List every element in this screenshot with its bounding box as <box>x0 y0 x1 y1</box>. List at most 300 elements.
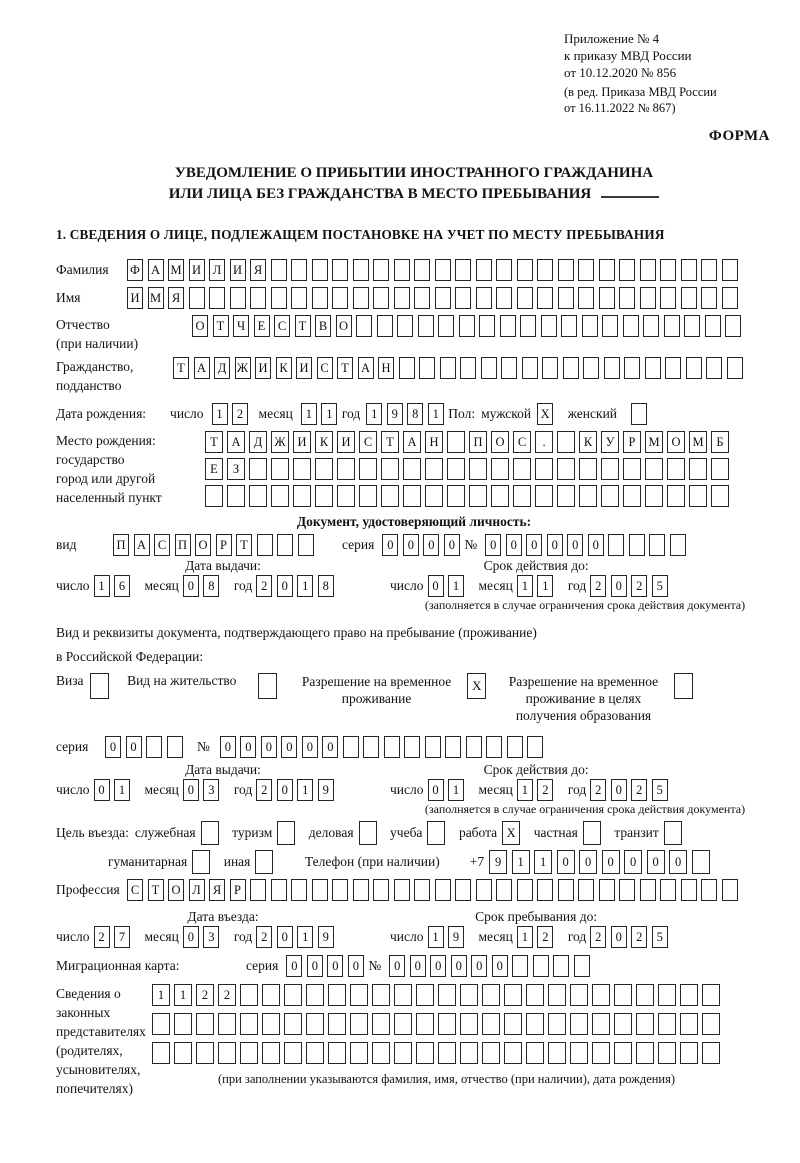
char-cell[interactable] <box>350 1042 368 1064</box>
char-cell[interactable] <box>689 485 707 507</box>
char-cell[interactable]: 0 <box>430 955 446 977</box>
char-cell[interactable] <box>381 485 399 507</box>
char-cell[interactable] <box>636 1042 654 1064</box>
char-cell[interactable] <box>501 357 517 379</box>
char-cell[interactable]: 0 <box>220 736 236 758</box>
char-cell[interactable] <box>438 984 456 1006</box>
char-cell[interactable] <box>526 984 544 1006</box>
char-cell[interactable] <box>522 357 538 379</box>
char-cell[interactable]: В <box>315 315 331 337</box>
char-cell[interactable]: 0 <box>183 575 199 597</box>
char-cell[interactable] <box>262 1042 280 1064</box>
char-cell[interactable]: 1 <box>114 779 130 801</box>
char-cell[interactable]: 0 <box>277 926 293 948</box>
char-cell[interactable]: Т <box>236 534 252 556</box>
char-cell[interactable] <box>189 287 205 309</box>
char-cell[interactable] <box>90 673 109 699</box>
char-cell[interactable]: 0 <box>611 779 627 801</box>
char-cell[interactable]: Д <box>214 357 230 379</box>
char-cell[interactable]: 0 <box>579 850 597 874</box>
char-cell[interactable] <box>419 357 435 379</box>
char-cell[interactable] <box>664 315 680 337</box>
char-cell[interactable] <box>284 1042 302 1064</box>
char-cell[interactable] <box>702 984 720 1006</box>
char-cell[interactable]: 2 <box>590 575 606 597</box>
char-cell[interactable] <box>435 259 451 281</box>
char-cell[interactable] <box>384 736 400 758</box>
char-cell[interactable] <box>440 357 456 379</box>
char-cell[interactable]: Я <box>209 879 225 901</box>
char-cell[interactable] <box>711 485 729 507</box>
char-cell[interactable] <box>363 736 379 758</box>
char-cell[interactable]: 8 <box>203 575 219 597</box>
char-cell[interactable]: Т <box>213 315 229 337</box>
char-cell[interactable]: 0 <box>126 736 142 758</box>
char-cell[interactable]: Л <box>209 259 225 281</box>
char-cell[interactable] <box>328 984 346 1006</box>
char-cell[interactable]: С <box>359 431 377 453</box>
char-cell[interactable]: 0 <box>471 955 487 977</box>
char-cell[interactable] <box>455 259 471 281</box>
char-cell[interactable] <box>561 315 577 337</box>
char-cell[interactable] <box>623 485 641 507</box>
char-cell[interactable]: 2 <box>256 926 272 948</box>
char-cell[interactable]: 0 <box>327 955 343 977</box>
char-cell[interactable] <box>353 287 369 309</box>
char-cell[interactable]: 8 <box>407 403 423 425</box>
char-cell[interactable]: 0 <box>588 534 604 556</box>
char-cell[interactable]: 1 <box>366 403 382 425</box>
char-cell[interactable]: Т <box>205 431 223 453</box>
char-cell[interactable] <box>579 458 597 480</box>
char-cell[interactable]: 2 <box>218 984 236 1006</box>
char-cell[interactable] <box>614 1042 632 1064</box>
char-cell[interactable] <box>624 357 640 379</box>
char-cell[interactable] <box>447 485 465 507</box>
char-cell[interactable]: А <box>194 357 210 379</box>
char-cell[interactable] <box>689 458 707 480</box>
char-cell[interactable] <box>674 673 693 699</box>
char-cell[interactable] <box>435 287 451 309</box>
char-cell[interactable] <box>692 850 710 874</box>
char-cell[interactable]: X <box>537 403 553 425</box>
char-cell[interactable] <box>438 1013 456 1035</box>
char-cell[interactable] <box>533 955 549 977</box>
char-cell[interactable]: 0 <box>611 575 627 597</box>
char-cell[interactable] <box>599 879 615 901</box>
char-cell[interactable] <box>271 259 287 281</box>
char-cell[interactable]: 0 <box>307 955 323 977</box>
char-cell[interactable] <box>665 357 681 379</box>
char-cell[interactable] <box>201 821 219 845</box>
char-cell[interactable] <box>513 458 531 480</box>
char-cell[interactable] <box>240 1042 258 1064</box>
char-cell[interactable] <box>578 879 594 901</box>
char-cell[interactable]: К <box>579 431 597 453</box>
char-cell[interactable] <box>517 259 533 281</box>
char-cell[interactable] <box>579 485 597 507</box>
char-cell[interactable]: Т <box>173 357 189 379</box>
char-cell[interactable] <box>350 1013 368 1035</box>
char-cell[interactable] <box>670 534 686 556</box>
char-cell[interactable] <box>425 485 443 507</box>
char-cell[interactable] <box>469 458 487 480</box>
char-cell[interactable]: Е <box>205 458 223 480</box>
char-cell[interactable] <box>196 1013 214 1035</box>
char-cell[interactable]: Ч <box>233 315 249 337</box>
char-cell[interactable] <box>381 458 399 480</box>
char-cell[interactable]: 0 <box>428 779 444 801</box>
char-cell[interactable] <box>377 315 393 337</box>
char-cell[interactable]: И <box>337 431 355 453</box>
char-cell[interactable]: 2 <box>590 779 606 801</box>
char-cell[interactable]: 0 <box>348 955 364 977</box>
char-cell[interactable] <box>353 879 369 901</box>
char-cell[interactable]: 0 <box>277 779 293 801</box>
char-cell[interactable] <box>353 259 369 281</box>
char-cell[interactable]: 2 <box>537 779 553 801</box>
char-cell[interactable]: О <box>491 431 509 453</box>
char-cell[interactable] <box>306 1042 324 1064</box>
char-cell[interactable] <box>466 736 482 758</box>
char-cell[interactable] <box>277 534 293 556</box>
char-cell[interactable] <box>476 259 492 281</box>
char-cell[interactable] <box>660 259 676 281</box>
char-cell[interactable] <box>447 431 465 453</box>
char-cell[interactable] <box>372 984 390 1006</box>
char-cell[interactable] <box>614 1013 632 1035</box>
char-cell[interactable] <box>350 984 368 1006</box>
char-cell[interactable] <box>397 315 413 337</box>
char-cell[interactable] <box>445 736 461 758</box>
char-cell[interactable] <box>196 1042 214 1064</box>
char-cell[interactable] <box>570 984 588 1006</box>
char-cell[interactable]: Л <box>189 879 205 901</box>
char-cell[interactable]: 1 <box>297 779 313 801</box>
char-cell[interactable] <box>271 287 287 309</box>
char-cell[interactable]: 0 <box>506 534 522 556</box>
char-cell[interactable]: Т <box>295 315 311 337</box>
char-cell[interactable]: А <box>358 357 374 379</box>
char-cell[interactable] <box>570 1042 588 1064</box>
char-cell[interactable] <box>629 534 645 556</box>
char-cell[interactable]: С <box>513 431 531 453</box>
char-cell[interactable]: 0 <box>261 736 277 758</box>
char-cell[interactable] <box>541 315 557 337</box>
char-cell[interactable]: 2 <box>232 403 248 425</box>
char-cell[interactable]: М <box>148 287 164 309</box>
char-cell[interactable] <box>582 315 598 337</box>
char-cell[interactable] <box>574 955 590 977</box>
char-cell[interactable] <box>328 1013 346 1035</box>
char-cell[interactable] <box>548 1042 566 1064</box>
char-cell[interactable] <box>255 850 273 874</box>
char-cell[interactable] <box>482 1042 500 1064</box>
char-cell[interactable]: Я <box>168 287 184 309</box>
char-cell[interactable] <box>356 315 372 337</box>
char-cell[interactable] <box>250 287 266 309</box>
char-cell[interactable] <box>504 984 522 1006</box>
char-cell[interactable] <box>557 431 575 453</box>
char-cell[interactable] <box>722 287 738 309</box>
char-cell[interactable]: 1 <box>517 926 533 948</box>
char-cell[interactable]: 9 <box>489 850 507 874</box>
char-cell[interactable] <box>227 485 245 507</box>
char-cell[interactable] <box>291 259 307 281</box>
char-cell[interactable]: П <box>113 534 129 556</box>
char-cell[interactable] <box>482 984 500 1006</box>
char-cell[interactable] <box>640 879 656 901</box>
char-cell[interactable]: 2 <box>256 575 272 597</box>
char-cell[interactable] <box>174 1042 192 1064</box>
char-cell[interactable]: 0 <box>277 575 293 597</box>
char-cell[interactable] <box>306 984 324 1006</box>
char-cell[interactable] <box>496 287 512 309</box>
char-cell[interactable] <box>293 458 311 480</box>
char-cell[interactable] <box>343 736 359 758</box>
char-cell[interactable] <box>230 287 246 309</box>
char-cell[interactable]: 3 <box>203 926 219 948</box>
char-cell[interactable] <box>658 984 676 1006</box>
char-cell[interactable] <box>645 485 663 507</box>
char-cell[interactable] <box>435 879 451 901</box>
char-cell[interactable]: 0 <box>389 955 405 977</box>
char-cell[interactable]: С <box>154 534 170 556</box>
char-cell[interactable]: 2 <box>631 575 647 597</box>
char-cell[interactable] <box>418 315 434 337</box>
char-cell[interactable]: С <box>127 879 143 901</box>
char-cell[interactable] <box>507 736 523 758</box>
char-cell[interactable] <box>504 1042 522 1064</box>
char-cell[interactable]: 0 <box>547 534 563 556</box>
char-cell[interactable]: 2 <box>590 926 606 948</box>
char-cell[interactable]: А <box>403 431 421 453</box>
char-cell[interactable] <box>240 1013 258 1035</box>
char-cell[interactable]: И <box>255 357 271 379</box>
char-cell[interactable]: Т <box>148 879 164 901</box>
char-cell[interactable] <box>548 1013 566 1035</box>
char-cell[interactable] <box>152 1013 170 1035</box>
char-cell[interactable] <box>592 1042 610 1064</box>
char-cell[interactable] <box>664 821 682 845</box>
char-cell[interactable] <box>660 287 676 309</box>
char-cell[interactable]: О <box>336 315 352 337</box>
char-cell[interactable] <box>558 879 574 901</box>
char-cell[interactable]: 0 <box>286 955 302 977</box>
char-cell[interactable] <box>271 458 289 480</box>
char-cell[interactable] <box>459 315 475 337</box>
char-cell[interactable] <box>578 287 594 309</box>
char-cell[interactable] <box>705 315 721 337</box>
char-cell[interactable] <box>631 403 647 425</box>
char-cell[interactable] <box>332 879 348 901</box>
char-cell[interactable] <box>262 984 280 1006</box>
char-cell[interactable] <box>645 458 663 480</box>
char-cell[interactable]: Д <box>249 431 267 453</box>
char-cell[interactable]: 1 <box>512 850 530 874</box>
char-cell[interactable] <box>218 1013 236 1035</box>
char-cell[interactable] <box>602 315 618 337</box>
char-cell[interactable] <box>504 1013 522 1035</box>
char-cell[interactable]: К <box>315 431 333 453</box>
char-cell[interactable]: П <box>469 431 487 453</box>
char-cell[interactable] <box>701 879 717 901</box>
char-cell[interactable] <box>500 315 516 337</box>
char-cell[interactable] <box>460 357 476 379</box>
char-cell[interactable] <box>548 984 566 1006</box>
char-cell[interactable]: 1 <box>428 926 444 948</box>
char-cell[interactable]: 7 <box>114 926 130 948</box>
char-cell[interactable] <box>416 1013 434 1035</box>
char-cell[interactable] <box>619 259 635 281</box>
char-cell[interactable] <box>262 1013 280 1035</box>
char-cell[interactable]: 3 <box>203 779 219 801</box>
char-cell[interactable] <box>636 984 654 1006</box>
char-cell[interactable]: Б <box>711 431 729 453</box>
char-cell[interactable] <box>526 1042 544 1064</box>
char-cell[interactable] <box>373 879 389 901</box>
char-cell[interactable] <box>312 259 328 281</box>
char-cell[interactable] <box>249 458 267 480</box>
char-cell[interactable]: 0 <box>302 736 318 758</box>
char-cell[interactable] <box>558 259 574 281</box>
char-cell[interactable] <box>535 458 553 480</box>
char-cell[interactable] <box>372 1013 390 1035</box>
char-cell[interactable] <box>218 1042 236 1064</box>
char-cell[interactable]: 0 <box>322 736 338 758</box>
char-cell[interactable] <box>599 287 615 309</box>
char-cell[interactable]: 1 <box>212 403 228 425</box>
char-cell[interactable] <box>623 315 639 337</box>
char-cell[interactable] <box>604 357 620 379</box>
char-cell[interactable] <box>306 1013 324 1035</box>
char-cell[interactable] <box>298 534 314 556</box>
char-cell[interactable]: М <box>168 259 184 281</box>
char-cell[interactable] <box>271 879 287 901</box>
char-cell[interactable] <box>315 458 333 480</box>
char-cell[interactable] <box>583 357 599 379</box>
char-cell[interactable]: 1 <box>301 403 317 425</box>
char-cell[interactable] <box>146 736 162 758</box>
char-cell[interactable]: Р <box>623 431 641 453</box>
char-cell[interactable] <box>680 1042 698 1064</box>
char-cell[interactable] <box>427 821 445 845</box>
char-cell[interactable] <box>680 984 698 1006</box>
char-cell[interactable]: 1 <box>174 984 192 1006</box>
char-cell[interactable] <box>667 485 685 507</box>
char-cell[interactable]: 2 <box>631 779 647 801</box>
char-cell[interactable] <box>394 879 410 901</box>
char-cell[interactable]: Ж <box>235 357 251 379</box>
char-cell[interactable] <box>725 315 741 337</box>
char-cell[interactable]: X <box>467 673 486 699</box>
char-cell[interactable]: 1 <box>321 403 337 425</box>
char-cell[interactable]: З <box>227 458 245 480</box>
char-cell[interactable] <box>667 458 685 480</box>
char-cell[interactable] <box>414 879 430 901</box>
char-cell[interactable] <box>542 357 558 379</box>
char-cell[interactable]: 5 <box>652 575 668 597</box>
char-cell[interactable] <box>312 879 328 901</box>
char-cell[interactable]: А <box>227 431 245 453</box>
char-cell[interactable]: X <box>502 821 520 845</box>
char-cell[interactable] <box>660 879 676 901</box>
char-cell[interactable] <box>192 850 210 874</box>
char-cell[interactable]: М <box>645 431 663 453</box>
char-cell[interactable] <box>517 879 533 901</box>
char-cell[interactable]: О <box>168 879 184 901</box>
char-cell[interactable]: 0 <box>281 736 297 758</box>
char-cell[interactable]: У <box>601 431 619 453</box>
char-cell[interactable]: 0 <box>105 736 121 758</box>
char-cell[interactable]: 0 <box>611 926 627 948</box>
char-cell[interactable]: И <box>189 259 205 281</box>
char-cell[interactable] <box>496 259 512 281</box>
char-cell[interactable] <box>404 736 420 758</box>
char-cell[interactable] <box>277 821 295 845</box>
char-cell[interactable] <box>460 984 478 1006</box>
char-cell[interactable] <box>394 984 412 1006</box>
char-cell[interactable]: 1 <box>297 575 313 597</box>
char-cell[interactable] <box>394 1013 412 1035</box>
char-cell[interactable]: 0 <box>94 779 110 801</box>
char-cell[interactable]: 0 <box>382 534 398 556</box>
char-cell[interactable] <box>291 879 307 901</box>
char-cell[interactable] <box>416 1042 434 1064</box>
char-cell[interactable] <box>291 287 307 309</box>
char-cell[interactable]: 0 <box>444 534 460 556</box>
char-cell[interactable]: О <box>667 431 685 453</box>
char-cell[interactable] <box>174 1013 192 1035</box>
char-cell[interactable]: 5 <box>652 779 668 801</box>
char-cell[interactable] <box>250 879 266 901</box>
char-cell[interactable] <box>557 485 575 507</box>
char-cell[interactable]: 1 <box>152 984 170 1006</box>
char-cell[interactable] <box>537 259 553 281</box>
char-cell[interactable] <box>476 287 492 309</box>
char-cell[interactable] <box>481 357 497 379</box>
char-cell[interactable] <box>681 287 697 309</box>
char-cell[interactable] <box>240 984 258 1006</box>
char-cell[interactable] <box>328 1042 346 1064</box>
char-cell[interactable] <box>517 287 533 309</box>
char-cell[interactable] <box>527 736 543 758</box>
char-cell[interactable] <box>372 1042 390 1064</box>
char-cell[interactable] <box>558 287 574 309</box>
char-cell[interactable]: 9 <box>387 403 403 425</box>
char-cell[interactable] <box>684 315 700 337</box>
char-cell[interactable] <box>152 1042 170 1064</box>
char-cell[interactable] <box>416 984 434 1006</box>
char-cell[interactable] <box>332 259 348 281</box>
char-cell[interactable] <box>447 458 465 480</box>
char-cell[interactable] <box>460 1042 478 1064</box>
char-cell[interactable]: И <box>293 431 311 453</box>
char-cell[interactable]: . <box>535 431 553 453</box>
char-cell[interactable] <box>359 458 377 480</box>
char-cell[interactable] <box>601 485 619 507</box>
char-cell[interactable] <box>414 259 430 281</box>
char-cell[interactable] <box>315 485 333 507</box>
char-cell[interactable]: М <box>689 431 707 453</box>
char-cell[interactable]: А <box>134 534 150 556</box>
char-cell[interactable] <box>711 458 729 480</box>
char-cell[interactable] <box>491 458 509 480</box>
char-cell[interactable]: И <box>296 357 312 379</box>
char-cell[interactable]: Н <box>425 431 443 453</box>
char-cell[interactable] <box>438 1042 456 1064</box>
char-cell[interactable]: 1 <box>537 575 553 597</box>
